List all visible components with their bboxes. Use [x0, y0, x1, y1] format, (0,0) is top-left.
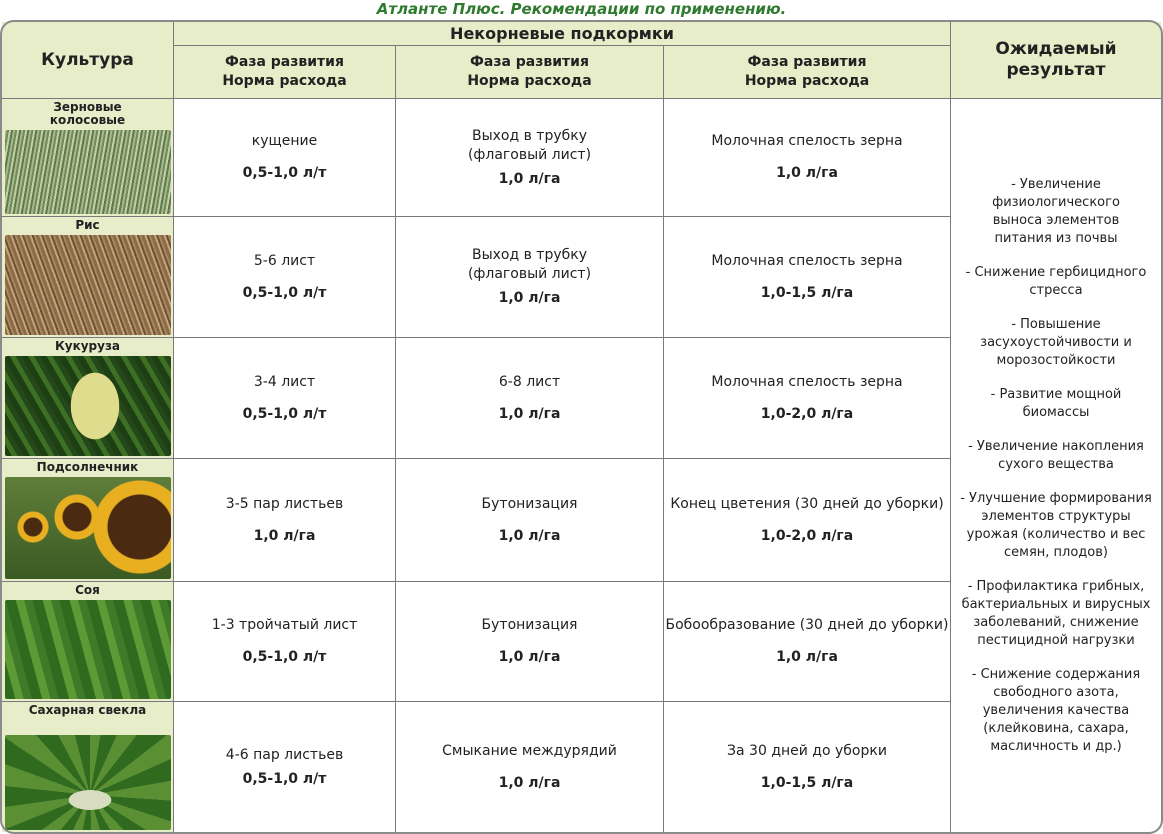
culture-name: Подсолнечник: [36, 460, 139, 474]
phase-text: За 30 дней до уборки: [727, 742, 887, 759]
header-rate-label: Норма расхода: [222, 73, 347, 89]
row2-col2: [396, 217, 663, 337]
corn-photo: [5, 356, 171, 456]
rate-text: 1,0-1,5 л/га: [760, 774, 854, 791]
row3-col2: [396, 338, 663, 458]
phase-text: кущение: [251, 133, 318, 149]
culture-name: Кукуруза: [54, 339, 121, 353]
header-phase-label: Фаза развития: [747, 54, 867, 70]
grid-line: [2, 216, 950, 217]
phase-text: Выход в трубку: [471, 247, 588, 263]
phase-text: Выход в трубку: [471, 127, 588, 144]
phase-text: Молочная спелость зерна: [711, 252, 903, 269]
result-item: - Снижение гербицидного стресса: [965, 264, 1147, 298]
row1-col3: [664, 99, 950, 216]
rate-text: 0,5-1,0 л/т: [242, 770, 327, 787]
culture-cell-grain: [2, 99, 173, 216]
rate-text: 1,0 л/га: [498, 649, 561, 665]
phase-text: Молочная спелость зерна: [711, 373, 903, 390]
phase-text: Бутонизация: [481, 617, 578, 633]
rate-text: 1,0 л/га: [498, 170, 561, 187]
row5-col2: [396, 582, 663, 701]
culture-cell-rice: [2, 217, 173, 337]
phase-text: Бобообразование (30 дней до уборки): [665, 617, 949, 633]
result-item: - Увеличение физиологического выноса элементов питания из почвы: [992, 176, 1120, 246]
grid-line: [2, 458, 950, 459]
header-phase-3: [664, 46, 950, 98]
row5-col1: [174, 582, 395, 701]
culture-cell-sugar-beet: [2, 702, 173, 832]
row4-col1: [174, 459, 395, 581]
culture-name: Соя: [75, 583, 100, 597]
row1-col2: [396, 99, 663, 216]
culture-cell-corn: [2, 338, 173, 458]
result-item: - Улучшение формирования элементов структуры урожая (количество и вес семян, плодов): [960, 490, 1152, 560]
phase-text: 3-4 лист: [253, 373, 316, 390]
grid-line: [2, 337, 950, 338]
rate-text: 1,0 л/га: [498, 290, 561, 306]
phase-text: 6-8 лист: [498, 373, 561, 390]
result-item: - Развитие мощной биомассы: [990, 386, 1122, 420]
row4-col3: [664, 459, 950, 581]
culture-cell-soy: [2, 582, 173, 701]
phase-text: 4-6 пар листьев: [225, 746, 344, 763]
phase-note: (флаговый лист): [467, 146, 592, 163]
phase-text: Конец цветения (30 дней до уборки): [670, 495, 944, 512]
row3-col1: [174, 338, 395, 458]
phase-text: Бутонизация: [481, 495, 578, 512]
rate-text: 0,5-1,0 л/т: [242, 284, 327, 301]
phase-text: Молочная спелость зерна: [711, 133, 903, 149]
header-foliar: [174, 22, 950, 45]
header-rate-label: Норма расхода: [467, 73, 592, 89]
header-culture-label: Культура: [41, 49, 134, 70]
soybean-field-photo: [5, 600, 171, 699]
rate-text: 1,0-2,0 л/га: [760, 527, 854, 544]
culture-name: Зерновые колосовые: [49, 100, 126, 127]
sunflower-photo: [5, 477, 171, 579]
grid-line: [2, 98, 1161, 99]
header-result-label: результат: [1006, 60, 1106, 80]
header-culture: [2, 22, 173, 98]
row6-col3: [664, 702, 950, 832]
grid-line: [2, 701, 950, 702]
sugar-beet-photo: [5, 735, 171, 830]
page-title: Атланте Плюс. Рекомендации по применению.: [376, 0, 787, 18]
grid-line: [663, 46, 664, 832]
grid-line: [395, 46, 396, 832]
row2-col3: [664, 217, 950, 337]
rate-text: 0,5-1,0 л/т: [242, 405, 327, 422]
rate-text: 1,0 л/га: [776, 649, 838, 665]
culture-name: Рис: [75, 218, 100, 232]
grid-line: [950, 22, 951, 832]
phase-text: Смыкание междурядий: [442, 742, 617, 759]
grid-line: [2, 581, 950, 582]
rice-field-photo: [5, 235, 171, 335]
row1-col1: [174, 99, 395, 216]
culture-cell-sunflower: [2, 459, 173, 581]
header-expected-label: Ожидаемый: [995, 39, 1117, 59]
header-phase-1: [174, 46, 395, 98]
row3-col3: [664, 338, 950, 458]
header-expected-result: [951, 22, 1161, 98]
result-item: - Повышение засухоустойчивости и морозостойкости: [980, 316, 1132, 368]
rate-text: 0,5-1,0 л/т: [242, 649, 327, 665]
rate-text: 1,0 л/га: [498, 774, 561, 791]
phase-note: (флаговый лист): [467, 266, 592, 282]
row5-col3: [664, 582, 950, 701]
culture-name: Сахарная свекла: [28, 703, 147, 717]
row6-col1: [174, 702, 395, 832]
rate-text: 1,0-2,0 л/га: [760, 405, 854, 422]
row6-col2: [396, 702, 663, 832]
grid-line: [173, 22, 174, 832]
rate-text: 1,0 л/га: [776, 165, 838, 181]
expected-results: [951, 99, 1161, 832]
phase-text: 5-6 лист: [253, 252, 316, 269]
rate-text: 1,0 л/га: [253, 527, 316, 544]
result-item: - Увеличение накопления сухого вещества: [968, 438, 1144, 472]
rate-text: 1,0-1,5 л/га: [760, 284, 854, 301]
rate-text: 1,0 л/га: [498, 527, 561, 544]
header-phase-2: [396, 46, 663, 98]
grid-line: [174, 45, 950, 46]
row2-col1: [174, 217, 395, 337]
phase-text: 3-5 пар листьев: [225, 495, 344, 512]
rate-text: 1,0 л/га: [498, 405, 561, 422]
phase-text: 1-3 тройчатый лист: [211, 617, 358, 633]
header-phase-label: Фаза развития: [470, 54, 589, 70]
wheat-field-photo: [5, 130, 171, 214]
header-rate-label: Норма расхода: [744, 73, 870, 89]
result-item: - Профилактика грибных, бактериальных и вирусных заболеваний, снижение пестицидной нагрузки: [961, 578, 1151, 648]
header-phase-label: Фаза развития: [225, 54, 344, 70]
result-item: - Снижение содержания свободного азота, увеличения качества (клейковина, сахара, масличность и др.): [971, 666, 1141, 754]
rate-text: 0,5-1,0 л/т: [242, 165, 327, 181]
row4-col2: [396, 459, 663, 581]
recommendation-table: [0, 20, 1163, 834]
header-foliar-label: Некорневые подкормки: [450, 23, 674, 43]
